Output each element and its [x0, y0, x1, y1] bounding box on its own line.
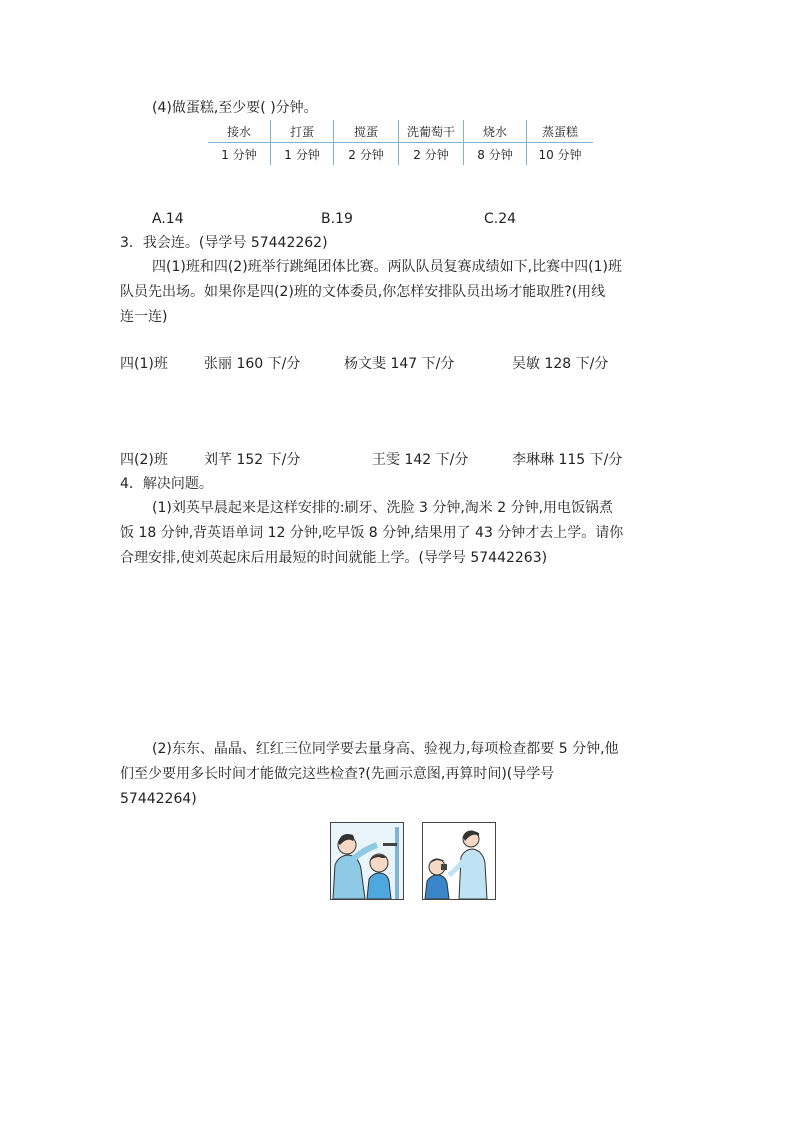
class2-member: 李琳琳 115 下/分: [512, 452, 623, 468]
table-value-cell: 2 分钟: [399, 143, 464, 166]
option-a: A.14: [152, 211, 184, 227]
q3-title: 3．我会连。(导学号 57442262): [120, 235, 328, 251]
q4-p2-line: 57442264): [120, 791, 197, 807]
eye-test-illustration: [422, 822, 496, 900]
class2-label: 四(2)班: [120, 452, 168, 468]
table-value-row: [208, 143, 593, 166]
class1-label: 四(1)班: [120, 356, 168, 372]
q4-title: 4．解决问题。: [120, 476, 213, 492]
q4-p1-line: 饭 18 分钟,背英语单词 12 分钟,吃早饭 8 分钟,结果用了 43 分钟才去上学。请你: [120, 525, 624, 541]
table-value-cell: 1 分钟: [221, 147, 257, 162]
table-header-cell: 洗葡萄干: [399, 120, 464, 143]
table-header-cell: 打蛋: [271, 120, 334, 143]
q3-text-line: 连一连): [120, 309, 168, 325]
table-header-row: [208, 120, 593, 143]
table-value-cell: 1 分钟: [271, 143, 334, 166]
question-cake-prompt: (4)做蛋糕,至少要( )分钟。: [152, 100, 318, 116]
class1-member: 吴敏 128 下/分: [512, 356, 609, 372]
q4-p2-line: 们至少要用多长时间才能做完这些检查?(先画示意图,再算时间)(导学号: [120, 766, 555, 782]
class1-member: 杨文斐 147 下/分: [344, 356, 455, 372]
table-value-cell: 8 分钟: [464, 143, 527, 166]
cake-time-table: [208, 120, 593, 165]
table-header-cell: 搅蛋: [334, 120, 399, 143]
table-header-cell: 蒸蛋糕: [527, 120, 594, 143]
table-header-cell: 烧水: [464, 120, 527, 143]
class2-member: 王雯 142 下/分: [372, 452, 469, 468]
option-b: B.19: [321, 211, 353, 227]
q4-p2-line: (2)东东、晶晶、红红三位同学要去量身高、验视力,每项检查都要 5 分钟,他: [152, 741, 619, 757]
q3-text-line: 队员先出场。如果你是四(2)班的文体委员,你怎样安排队员出场才能取胜?(用线: [120, 284, 606, 300]
table-header-cell: 接水: [208, 120, 271, 143]
class2-member: 刘芊 152 下/分: [204, 452, 301, 468]
q3-text-line: 四(1)班和四(2)班举行跳绳团体比赛。两队队员复赛成绩如下,比赛中四(1)班: [152, 259, 622, 275]
height-measure-illustration: [330, 822, 404, 900]
q4-p1-line: 合理安排,使刘英起床后用最短的时间就能上学。(导学号 57442263): [120, 550, 548, 566]
option-c: C.24: [484, 211, 517, 227]
table-value-cell: 10 分钟: [527, 143, 594, 166]
class1-member: 张丽 160 下/分: [204, 356, 301, 372]
table-value-cell: 2 分钟: [334, 143, 399, 166]
q4-p1-line: (1)刘英早晨起来是这样安排的:刷牙、洗脸 3 分钟,淘米 2 分钟,用电饭锅煮: [152, 500, 614, 516]
